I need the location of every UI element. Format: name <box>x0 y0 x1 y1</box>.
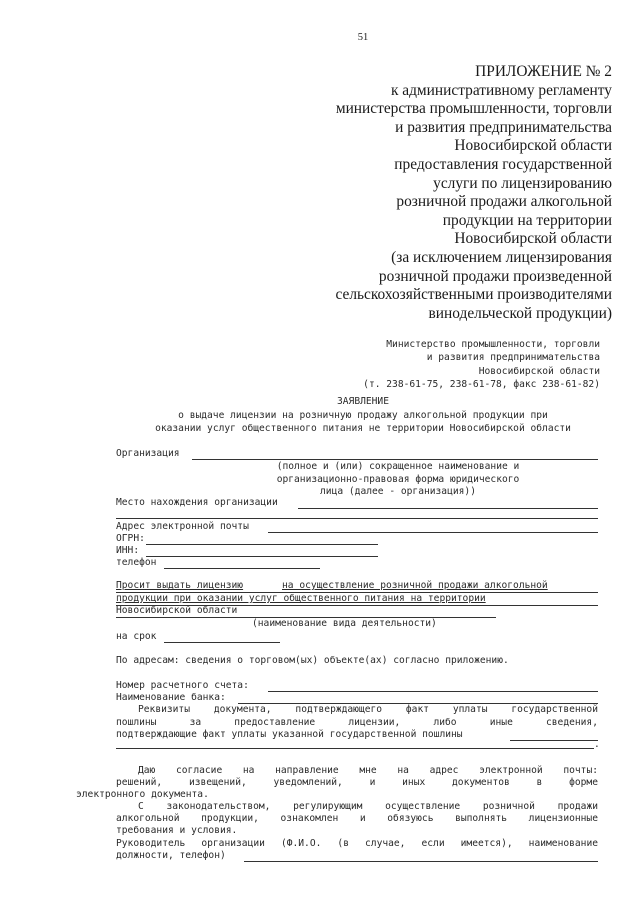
org-hint: лица (далее - организация)) <box>320 486 476 497</box>
addresses-text: По адресам: сведения о торговом(ых) объекте(ах) согласно приложению. <box>116 655 509 666</box>
org-field[interactable] <box>192 459 598 460</box>
addressee-block <box>363 338 600 392</box>
appendix-line: розничной продажи произведенной <box>378 267 612 285</box>
location-field-extra[interactable] <box>116 518 598 519</box>
appendix-line: винодельческой продукции) <box>428 304 612 322</box>
inn-label: ИНН: <box>116 545 140 556</box>
request-line: продукции при оказании услуг общественного питания на территории <box>116 593 486 604</box>
location-label: Место нахождения организации <box>116 497 278 508</box>
requisites-field[interactable] <box>510 740 598 741</box>
consent-text: Даю согласие на направление мне на адрес электронной почты: <box>138 765 598 776</box>
location-field[interactable] <box>298 508 598 509</box>
form-title: ЗАЯВЛЕНИЕ <box>337 396 389 407</box>
phone-label: телефон <box>116 557 157 568</box>
phone-field[interactable] <box>164 568 320 569</box>
addressee-line: Министерство промышленности, торговли <box>386 339 600 350</box>
account-field[interactable] <box>268 691 598 692</box>
request-line: Новосибирской области <box>116 605 238 616</box>
requisites-text: пошлины за предоставление лицензии, либо иные сведения, <box>116 717 598 728</box>
email-field[interactable] <box>268 532 598 533</box>
term-label: на срок <box>116 631 157 642</box>
appendix-line: министерства промышленности, торговли <box>335 100 612 118</box>
org-hint: (полное и (или) сокращенное наименование и <box>276 461 520 472</box>
org-hint: организационно-правовая форма юридического <box>276 474 520 485</box>
appendix-line: предоставления государственной <box>394 155 612 173</box>
appendix-title: ПРИЛОЖЕНИЕ № 2 <box>475 63 612 80</box>
addressee-line: Новосибирской области <box>478 365 600 377</box>
head-field[interactable] <box>244 861 598 862</box>
requisites-text: подтверждающие факт уплаты указанной государственной пошлины <box>116 729 463 740</box>
form-subtitle: о выдаче лицензии на розничную продажу алкогольной продукции при <box>178 410 548 421</box>
consent-text: решений, извещений, уведомлений, и иных документов в форме <box>116 777 598 788</box>
requisites-field-extra[interactable] <box>116 748 594 749</box>
head-text: должности, телефон) <box>116 850 226 861</box>
org-label: Организация <box>116 448 180 459</box>
appendix-line: услуги по лицензированию <box>433 174 612 192</box>
bank-label: Наименование банка: <box>116 692 226 703</box>
appendix-line: (за исключением лицензирования <box>391 248 612 266</box>
ogrn-label: ОГРН: <box>116 533 145 544</box>
appendix-line: Новосибирской области <box>454 137 612 155</box>
account-label: Номер расчетного счета: <box>116 680 249 691</box>
law-text: алкогольной продукции, ознакомлен и обязуюсь выполнять лицензионные <box>116 813 598 824</box>
addressee-line: (т. 238-61-75, 238-61-78, факс 238-61-82) <box>363 379 600 391</box>
activity-hint: (наименование вида деятельности) <box>252 618 437 629</box>
law-text: С законодательством, регулирующим осуществление розничной продажи <box>138 801 598 812</box>
appendix-line: Новосибирской области <box>454 230 612 248</box>
inn-field[interactable] <box>146 556 378 557</box>
request-line: на осуществление розничной продажи алкогольной <box>282 580 548 591</box>
appendix-line: сельскохозяйственными производителями <box>335 286 612 304</box>
consent-text: электронного документа. <box>76 789 209 800</box>
appendix-line: и развития предпринимательства <box>395 118 612 136</box>
law-text: требования и условия. <box>116 825 238 836</box>
requisites-text: Реквизиты документа, подтверждающего факт уплаты государственной <box>138 704 598 715</box>
ogrn-field[interactable] <box>146 544 378 545</box>
email-label: Адрес электронной почты <box>116 521 249 532</box>
appendix-header <box>192 63 612 323</box>
appendix-line: к административному регламенту <box>390 81 612 99</box>
appendix-line: розничной продажи алкогольной <box>396 193 612 211</box>
period: . <box>594 739 600 750</box>
term-field[interactable] <box>164 642 280 643</box>
addressee-line: и развития предпринимательства <box>426 352 600 364</box>
page-number: 51 <box>357 32 369 43</box>
form-subtitle: оказании услуг общественного питания не территории Новосибирской области <box>155 423 571 434</box>
head-text: Руководитель организации (Ф.И.О. (в случае, если имеется), наименование <box>116 838 598 849</box>
request-label: Просит выдать лицензию <box>116 580 244 591</box>
appendix-line: продукции на территории <box>442 211 612 229</box>
